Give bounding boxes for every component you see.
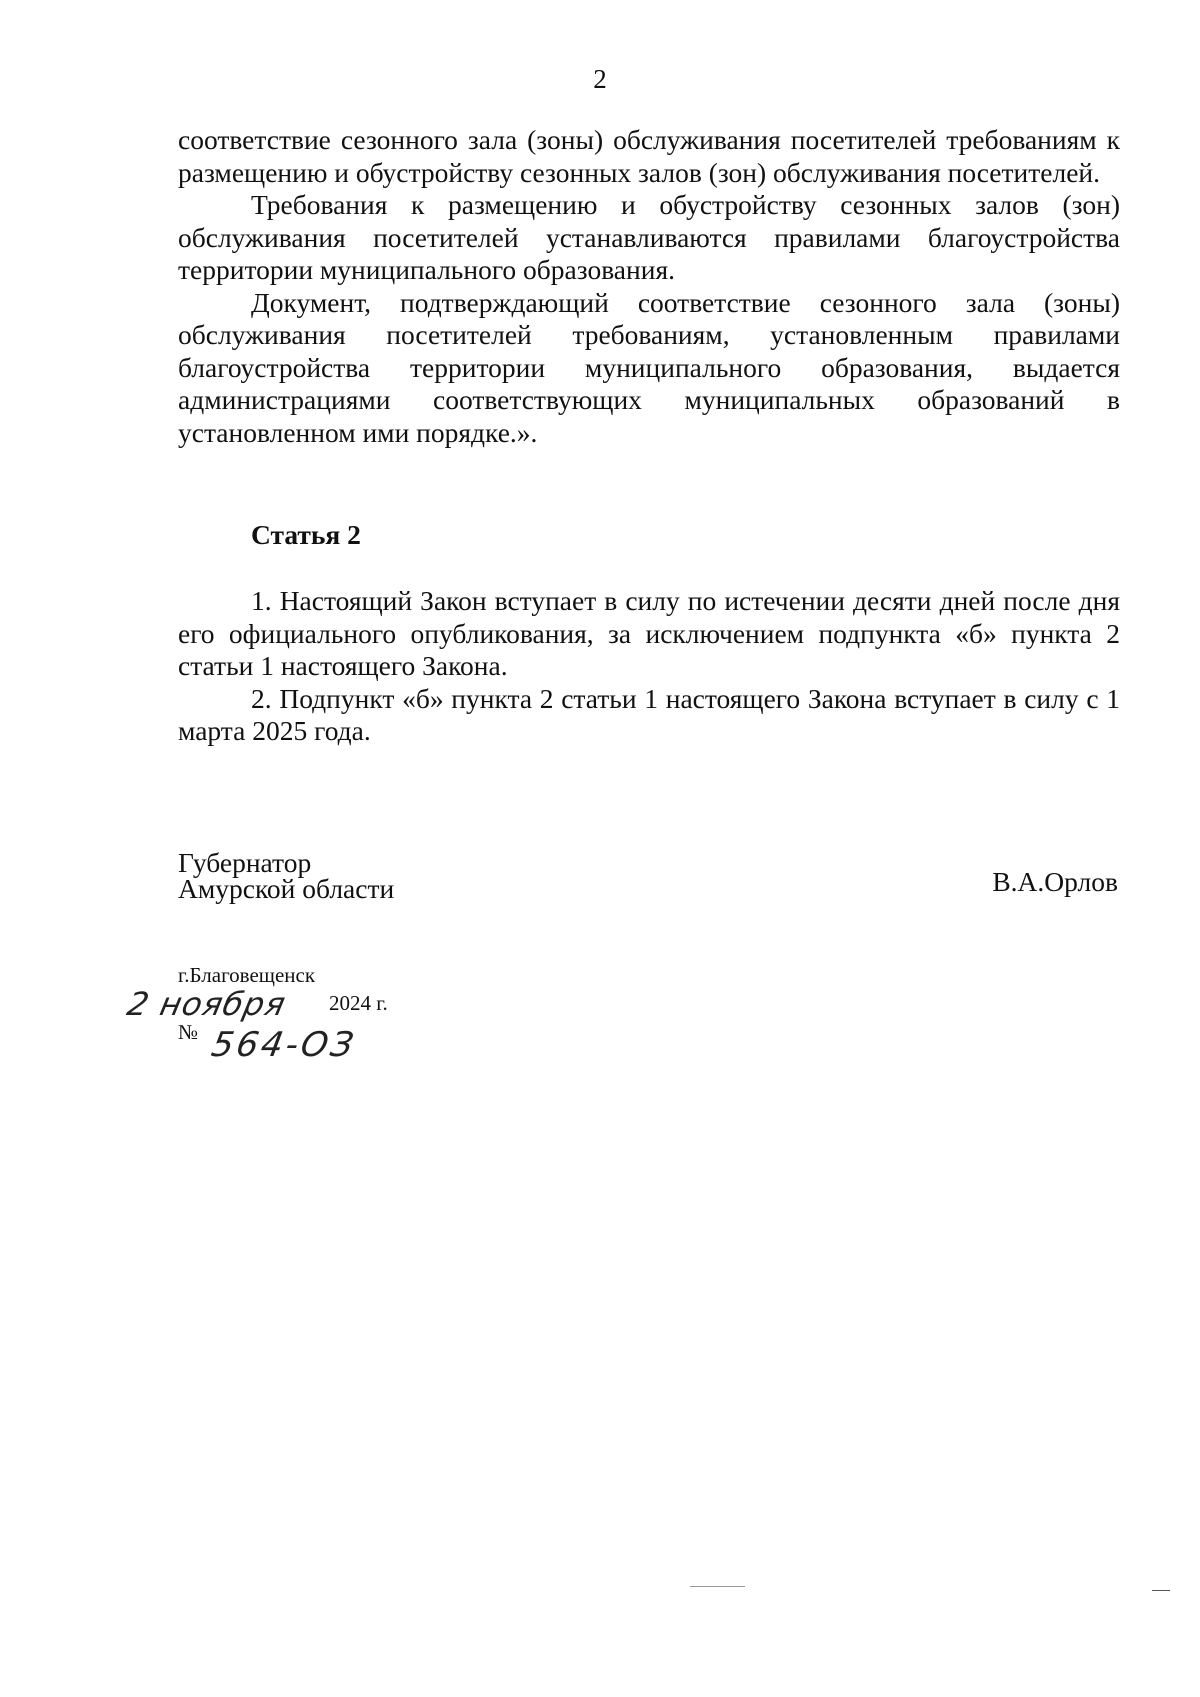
continued-text-block — [178, 124, 1120, 449]
article-heading: Статья 2 — [251, 519, 361, 550]
signatory-title-line: Губернатор — [178, 847, 312, 878]
article-item: 1. Настоящий Закон вступает в силу по истечении десяти дней после дня его официального опубликования, за исключением подпункта «б» пункта 2 статьи 1 настоящего Закона. — [178, 585, 1120, 681]
handwritten-date: 2 ноября — [123, 985, 290, 1023]
article-item: 2. Подпункт «б» пункта 2 статьи 1 настоящего Закона вступает в силу с 1 марта 2025 года. — [178, 682, 1120, 746]
scan-artifact — [1152, 1590, 1170, 1591]
scan-artifact — [690, 1586, 745, 1587]
page-number: 2 — [593, 64, 607, 94]
number-sign: № — [178, 1020, 199, 1044]
place-of-signing: г.Благовещенск — [178, 963, 316, 987]
date-year: 2024 г. — [329, 991, 388, 1015]
signatory-title-line: Амурской области — [178, 873, 395, 904]
article-text-block — [178, 585, 1120, 748]
paragraph: Требования к размещению и обустройству сезонных залов (зон) обслуживания посетителей устанавливаются правилами благоустройства территории муниципального образования. — [178, 189, 1120, 285]
signatory-name: В.А.Орлов — [992, 866, 1118, 897]
paragraph: Документ, подтверждающий соответствие сезонного зала (зоны) обслуживания посетителей требованиям, установленным правилами благоустройства территории муниципального образования, выдается администрациями соответствующих муниципальных образований в установленном ими порядке.». — [178, 286, 1120, 448]
handwritten-law-number: 564-ОЗ — [208, 1025, 360, 1065]
paragraph: соответствие сезонного зала (зоны) обслуживания посетителей требованиям к размещению и обустройству сезонных залов (зон) обслуживания посетителей. — [178, 124, 1120, 188]
signatory-title — [178, 847, 395, 904]
